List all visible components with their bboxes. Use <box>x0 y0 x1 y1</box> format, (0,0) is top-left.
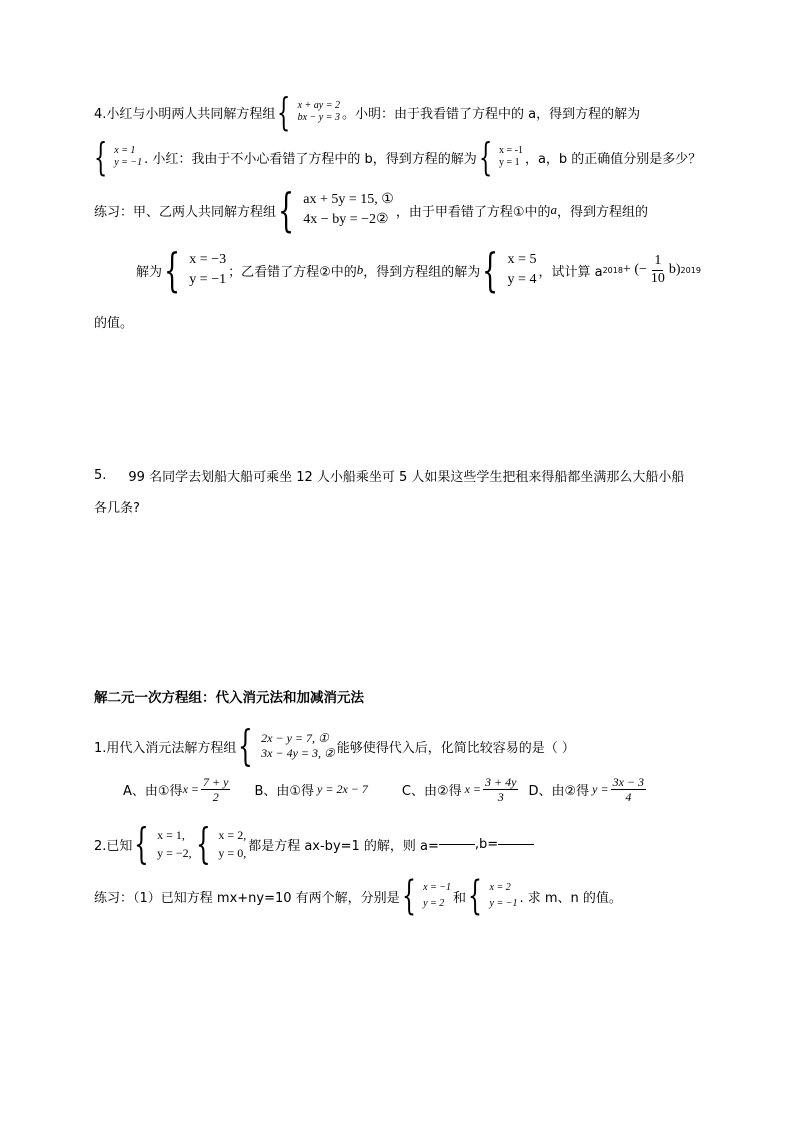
solution-system: { x = 1, y = −2, <box>134 819 192 868</box>
problem-4-question: ，a，b 的正确值分别是多少？ <box>524 151 702 167</box>
solution-system: { x = −3 y = −1 <box>164 243 227 297</box>
problem-5-text: 99 名同学去划船大船可乘坐 12 人小船乘坐可 5 人如果这些学生把租来得船都坐满那么大船小船 <box>128 470 685 485</box>
exercise-2-line: 练习：（1）已知方程 mx+ny=10 有两个解，分别是 { x = −1 y = 2 和 { x = 2 y = −1 . 求 m、n 的值。 <box>94 873 622 919</box>
equation-system: { ax + 5y = 15, ① 4x − by = −2② <box>278 183 394 237</box>
problem-5-line-2: 各几条? <box>94 501 140 516</box>
solution-system: { x = 2 y = −1 <box>468 873 518 919</box>
answer-blank-a[interactable] <box>439 843 475 845</box>
brace-icon: { <box>278 183 295 237</box>
equation-system: { 2x − y = 7, ① 3x − 4y = 3, ② <box>238 721 335 770</box>
exercise-1-line-2: 解为 { x = −3 y = −1 ；乙看错了方程②中的 b ，得到方程组的解为 { x = 5 y = 4 ，试计算 a 2018 + (− $\frac{1}{10}$ b) 2019 <box>136 243 701 297</box>
variable-a: a <box>550 202 558 217</box>
brace-icon: { <box>468 873 483 919</box>
problem-4-line-1 <box>94 90 641 134</box>
fraction: $\frac{1}{10}$ <box>650 252 665 286</box>
problem-5-line-1 <box>94 466 684 485</box>
problem-4-text: 。小明：由于我看错了方程中的 a，得到方程的解为 <box>341 106 641 122</box>
brace-icon: { <box>134 819 150 868</box>
answer-blank-b[interactable] <box>498 843 534 845</box>
exercise-intro: 练习：甲、乙两人共同解方程组 <box>94 204 277 220</box>
option-b[interactable]: B、由①得 y = 2x − 7 <box>254 782 368 800</box>
brace-icon: { <box>401 873 416 919</box>
exercise-1-line-1: 练习：甲、乙两人共同解方程组 { ax + 5y = 15, ① 4x − by = −2② ，由于甲看错了方程①中的 a ，得到方程组的 <box>94 183 649 237</box>
problem-4-intro: 4.小红与小明两人共同解方程组 <box>94 106 276 122</box>
question-1-options <box>123 775 648 805</box>
problem-4-text: . 小红：我由于不小心看错了方程中的 b，得到方程的解为 <box>144 151 477 167</box>
solution-system: { x = -1 y = 1 <box>478 135 523 179</box>
brace-icon: { <box>478 135 493 179</box>
option-d[interactable]: D、由②得 y = $\frac{3x - 3}{4}$ <box>528 775 645 805</box>
equation-system: { x + ay = 2 bx − y = 3 <box>277 90 340 134</box>
question-1-line-1: 1.用代入消元法解方程组 { 2x − y = 7, ① 3x − 4y = 3, ② 能够使得代入后，化简比较容易的是（ ） <box>94 721 575 770</box>
brace-icon: { <box>238 721 254 770</box>
solution-system: { x = 5 y = 4 <box>482 243 537 297</box>
question-2-line: 2.已知 { x = 1, y = −2, { x = 2, y = 0, 都是方程 ax-by=1 的解，则 a= ,b= <box>94 823 534 865</box>
solution-system: { x = 1 y = −1 <box>94 135 143 179</box>
problem-4-line-2 <box>92 135 702 179</box>
option-a[interactable]: A、由①得 x = $\frac{7 + y}{2}$ <box>123 775 229 805</box>
brace-icon: { <box>277 90 291 134</box>
brace-icon: { <box>94 135 108 179</box>
section-heading: 解二元一次方程组：代入消元法和加减消元法 <box>94 690 364 706</box>
exercise-1-line-3: 的值。 <box>94 316 134 331</box>
brace-icon: { <box>482 243 499 297</box>
variable-b: b <box>356 262 364 277</box>
brace-icon: { <box>164 243 181 297</box>
solution-system: { x = −1 y = 2 <box>401 873 452 919</box>
brace-icon: { <box>195 819 211 868</box>
problem-5-number: 5. <box>94 468 107 483</box>
solution-system: { x = 2, y = 0, <box>195 819 247 868</box>
option-c[interactable]: C、由②得 x = $\frac{3 + 4y}{3}$ <box>401 775 517 805</box>
